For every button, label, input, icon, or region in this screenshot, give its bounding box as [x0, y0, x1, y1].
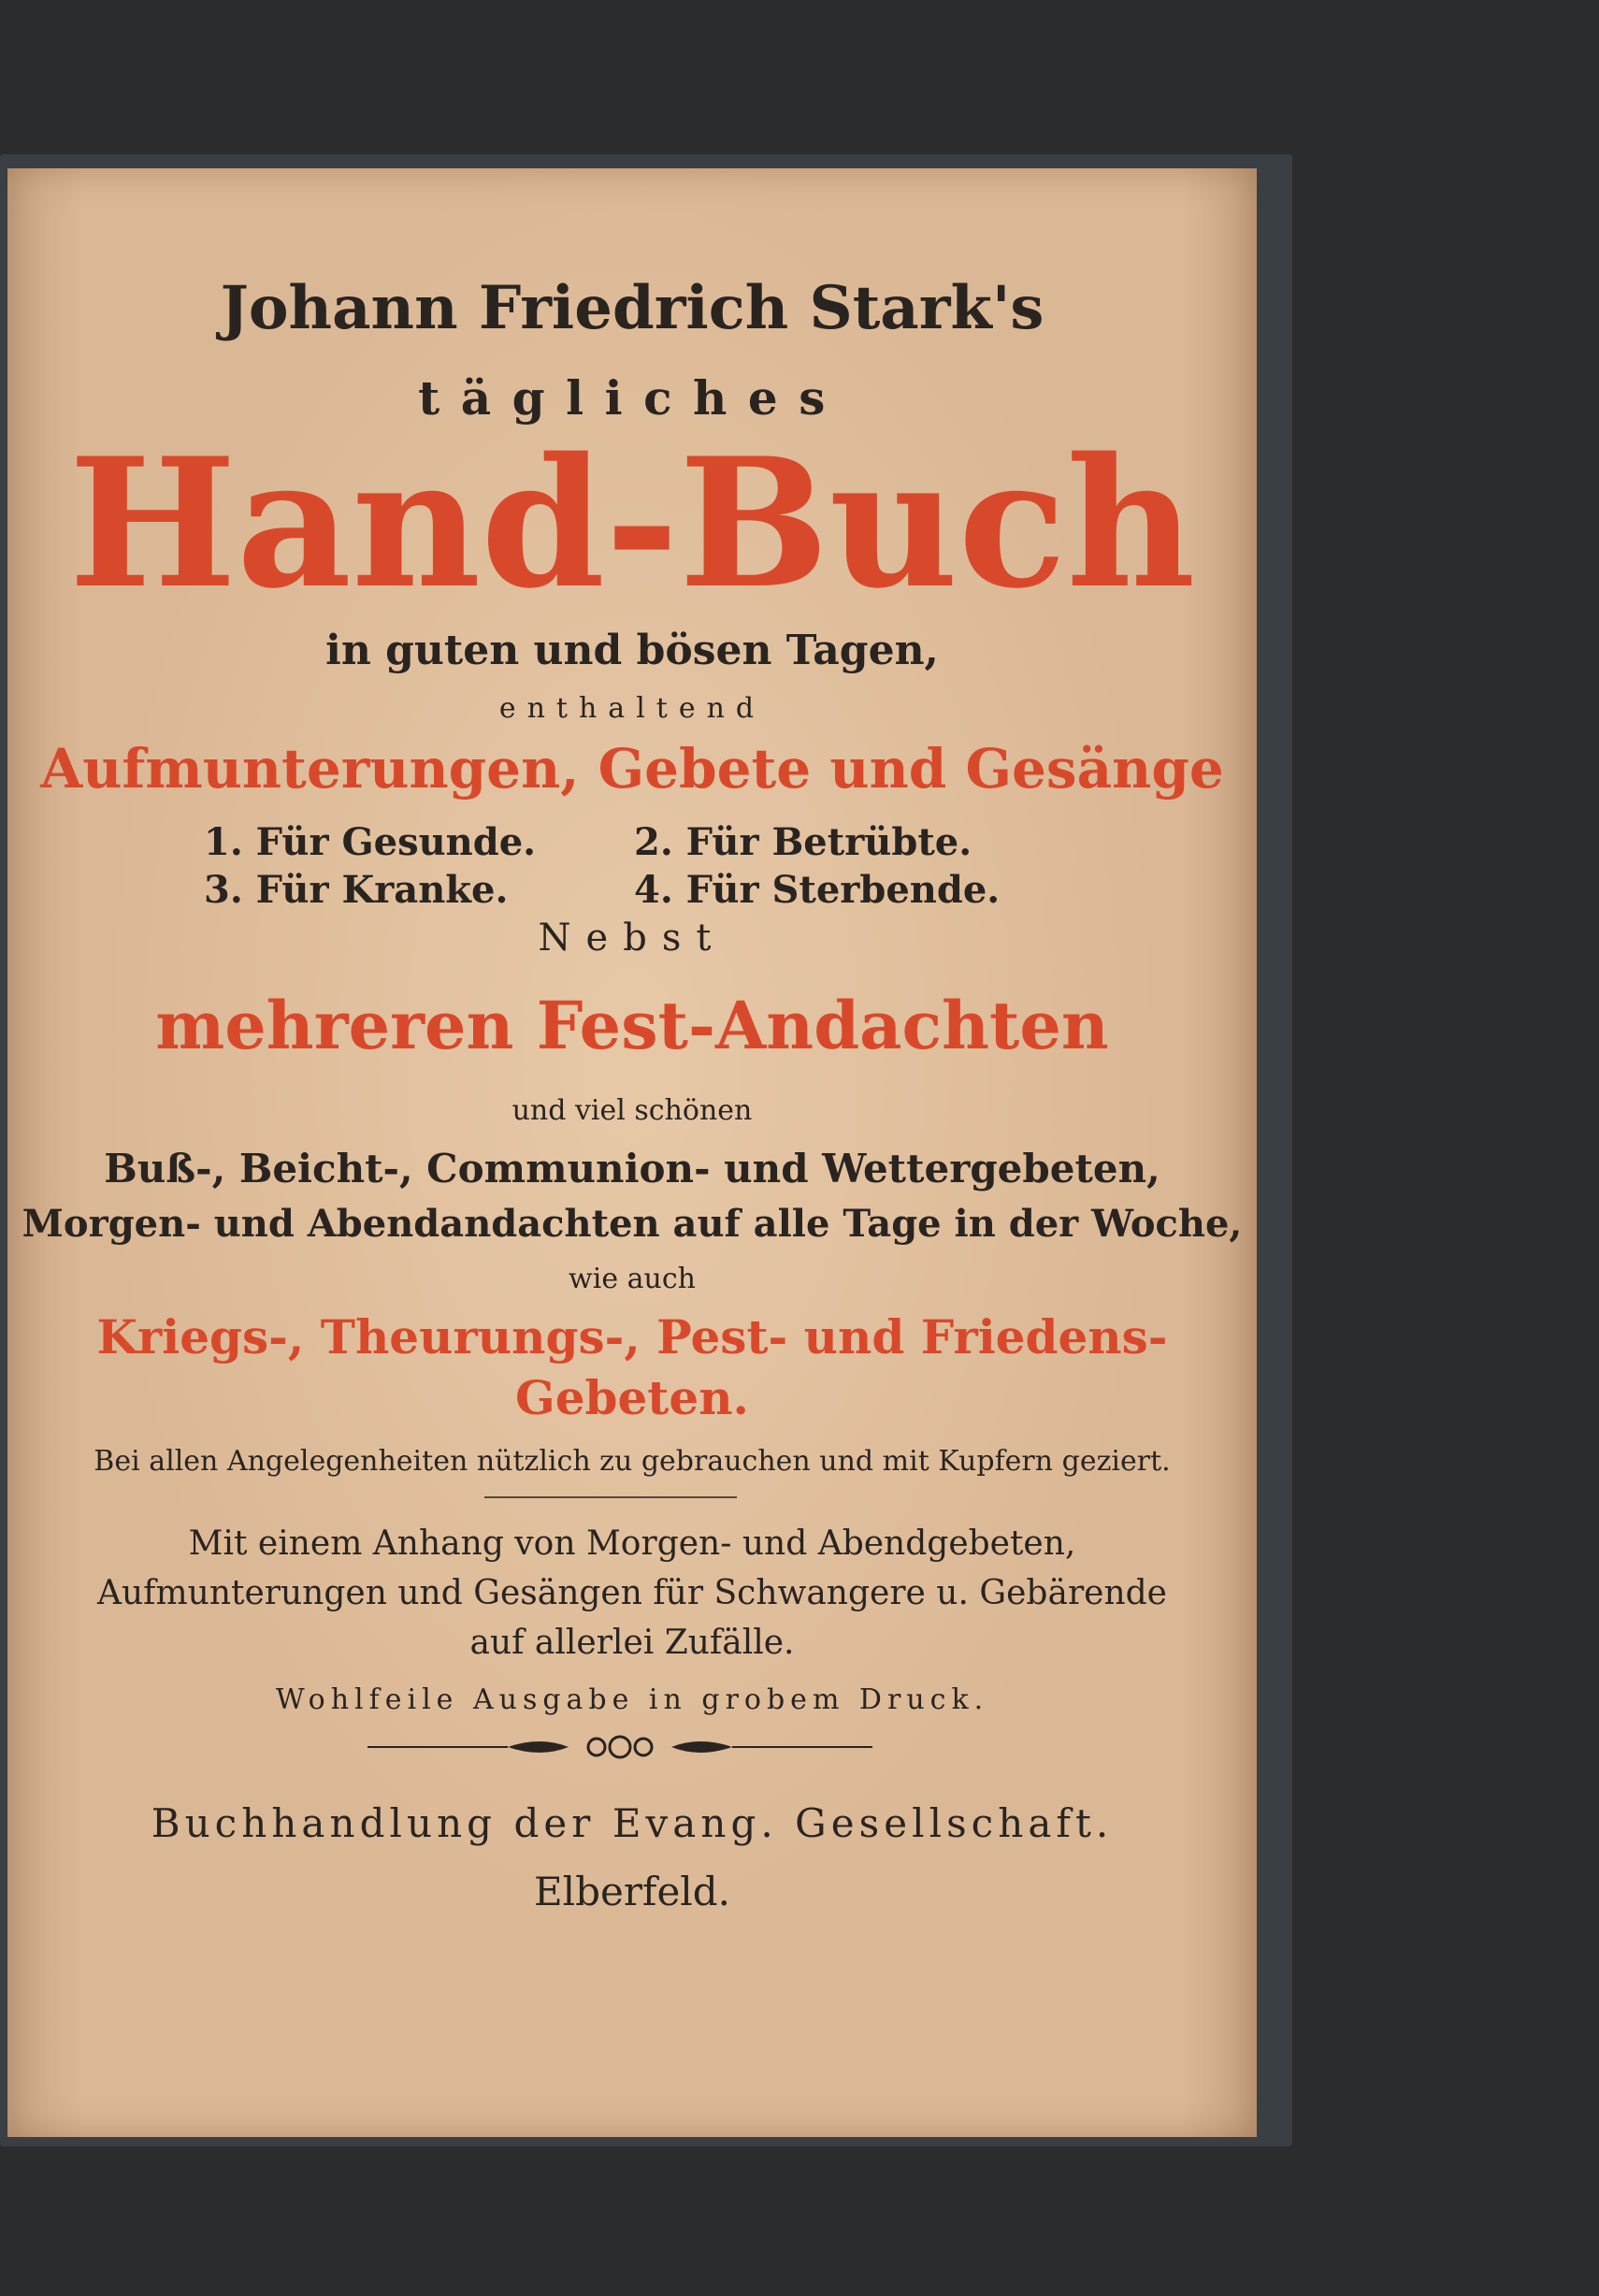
- fest-andachten-line: mehreren Fest-Andachten: [155, 987, 1109, 1064]
- place-line: Elberfeld.: [534, 1869, 730, 1914]
- appendix-line-2: Aufmunterungen und Gesängen für Schwangere u. Gebärende: [96, 1574, 1167, 1612]
- title-page: [7, 168, 1257, 2137]
- wie-auch-line: wie auch: [569, 1263, 696, 1295]
- list-item: 4. Für Sterbende.: [634, 868, 1001, 912]
- divider-rule: [484, 1496, 737, 1498]
- subtitle-contents: Aufmunterungen, Gebete und Gesänge: [40, 737, 1224, 801]
- war-prayers-line: Kriegs-, Theurungs-, Pest- und Friedens-: [96, 1309, 1168, 1365]
- subtitle-containing: enthaltend: [498, 692, 766, 725]
- devotions-line: Morgen- und Abendandachten auf alle Tage in der Woche,: [22, 1202, 1243, 1246]
- nebst-line: Nebst: [538, 917, 727, 960]
- viel-schoenen-line: und viel schönen: [511, 1094, 753, 1127]
- list-item: 1. Für Gesunde.: [204, 820, 537, 864]
- list-item: 3. Für Kranke.: [204, 868, 509, 912]
- main-title: Hand-Buch: [68, 419, 1196, 628]
- edition-line: Wohlfeile Ausgabe in grobem Druck.: [275, 1683, 989, 1716]
- appendix-line-3: auf allerlei Zufälle.: [469, 1624, 795, 1662]
- subtitle-good-bad-days: in guten und bösen Tagen,: [325, 627, 939, 674]
- audience-list: [204, 820, 1045, 912]
- daily-line: tägliches: [418, 370, 846, 426]
- appendix-line-1: Mit einem Anhang von Morgen- und Abendgebeten,: [188, 1524, 1076, 1563]
- ornament-divider-icon: [367, 1728, 872, 1766]
- prayers-line: Buß-, Beicht-, Communion- und Wettergebeten,: [104, 1146, 1160, 1191]
- author-line: Johann Friedrich Stark's: [220, 273, 1044, 343]
- list-item: 2. Für Betrübte.: [634, 820, 972, 864]
- gebeten-line: Gebeten.: [515, 1370, 749, 1425]
- usage-line: Bei allen Angelegenheiten nützlich zu gebrauchen und mit Kupfern geziert.: [94, 1445, 1171, 1478]
- publisher-line: Buchhandlung der Evang. Gesellschaft.: [151, 1800, 1114, 1846]
